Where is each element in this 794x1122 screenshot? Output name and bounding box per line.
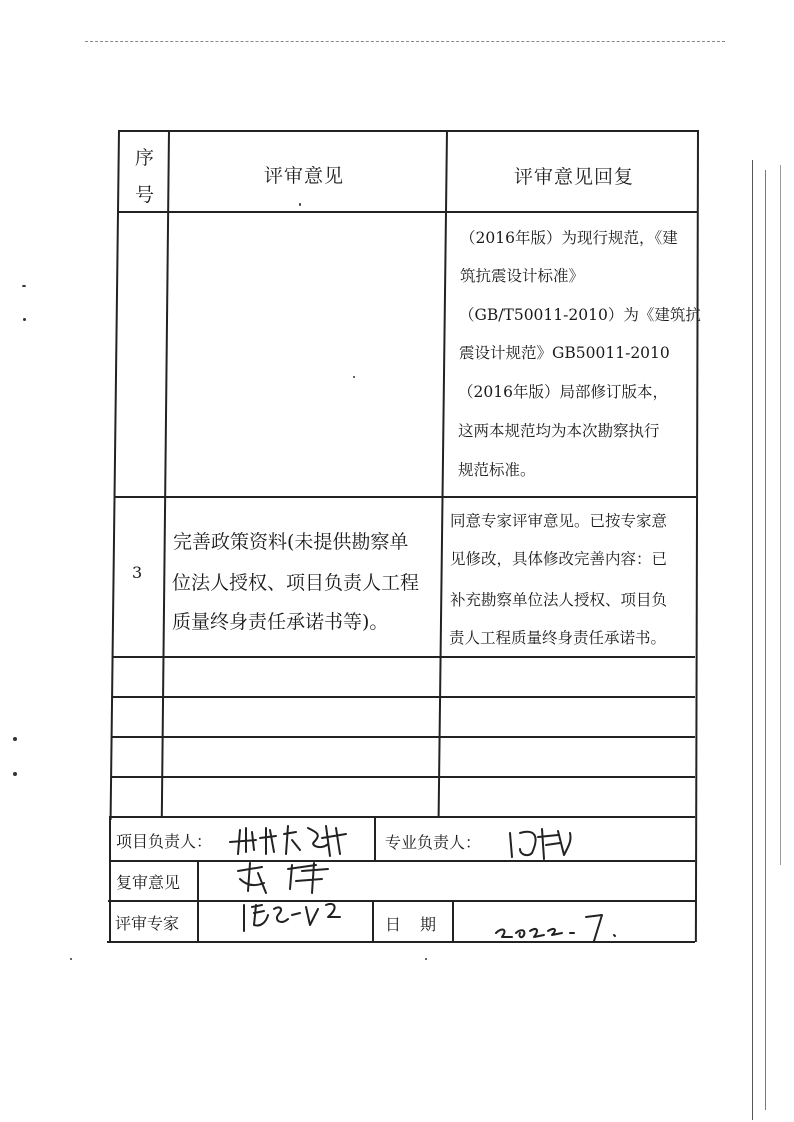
reply-line: 震设计规范》GB50011-2010 xyxy=(459,344,670,362)
reply-line: 责人工程质量终身责任承诺书。 xyxy=(449,629,667,647)
reply-line: 筑抗震设计标准》 xyxy=(460,267,585,285)
scan-speck xyxy=(425,958,427,960)
table-border-right xyxy=(695,130,699,942)
scan-speck xyxy=(13,772,17,776)
table-row-divider xyxy=(111,776,695,778)
scan-edge-line xyxy=(752,160,753,1120)
review-opinion-label: 复审意见 xyxy=(116,873,181,892)
scan-speck xyxy=(23,318,26,321)
header-opinion: 评审意见 xyxy=(264,165,345,187)
footer-divider xyxy=(372,900,374,942)
scan-speck xyxy=(22,285,26,287)
date-label-char2: 期 xyxy=(420,915,437,934)
table-row-divider xyxy=(112,656,695,658)
scan-dashed-line xyxy=(85,41,725,42)
reply-line: 同意专家评审意见。已按专家意 xyxy=(450,512,668,530)
reply-line: 规范标准。 xyxy=(458,461,536,479)
scan-speck xyxy=(353,376,355,378)
reply-line: （2016年版）局部修订版本， xyxy=(458,383,668,401)
header-reply: 评审意见回复 xyxy=(514,166,635,188)
reply-line: 补充勘察单位法人授权、项目负 xyxy=(450,591,668,609)
opinion-line: 质量终身责任承诺书等)。 xyxy=(172,611,389,633)
table-row-divider xyxy=(110,816,695,818)
specialty-lead-signature xyxy=(506,823,586,863)
header-seq-line2: 号 xyxy=(135,184,155,206)
table-row-divider xyxy=(118,211,698,213)
table-row-divider xyxy=(112,696,695,698)
date-signature xyxy=(490,905,640,945)
project-lead-label: 项目负责人： xyxy=(116,832,213,851)
scan-edge-line xyxy=(765,170,766,1110)
scan-speck xyxy=(70,958,72,960)
scan-speck xyxy=(299,203,301,206)
footer-divider xyxy=(452,900,454,942)
project-lead-signature xyxy=(226,820,376,860)
expert-signature xyxy=(240,895,350,935)
review-opinion-signature xyxy=(232,857,342,897)
row-seq: 3 xyxy=(132,563,143,582)
table-row-divider xyxy=(111,736,695,738)
footer-divider xyxy=(197,860,199,942)
table-border-left xyxy=(110,130,120,820)
reply-line: （GB/T50011-2010）为《建筑抗 xyxy=(459,306,701,324)
opinion-line: 位法人授权、项目负责人工程 xyxy=(172,572,420,594)
header-seq-line1: 序 xyxy=(135,147,155,169)
reply-line: （2016年版）为现行规范，《建 xyxy=(460,229,678,247)
expert-label: 评审专家 xyxy=(115,914,180,933)
scan-edge-line xyxy=(780,165,781,865)
reply-line: 见修改，具体修改完善内容：已 xyxy=(450,550,668,568)
scan-speck xyxy=(13,737,17,741)
reply-line: 这两本规范均为本次勘察执行 xyxy=(458,422,660,440)
table-border-top xyxy=(118,130,698,132)
table-border-left xyxy=(109,816,111,942)
date-label-char1: 日 xyxy=(385,915,402,934)
table-col-divider xyxy=(161,130,170,816)
table-col-divider xyxy=(438,130,448,816)
table-row-divider xyxy=(114,496,696,498)
specialty-lead-label: 专业负责人： xyxy=(385,833,482,852)
opinion-line: 完善政策资料(未提供勘察单 xyxy=(173,531,409,553)
